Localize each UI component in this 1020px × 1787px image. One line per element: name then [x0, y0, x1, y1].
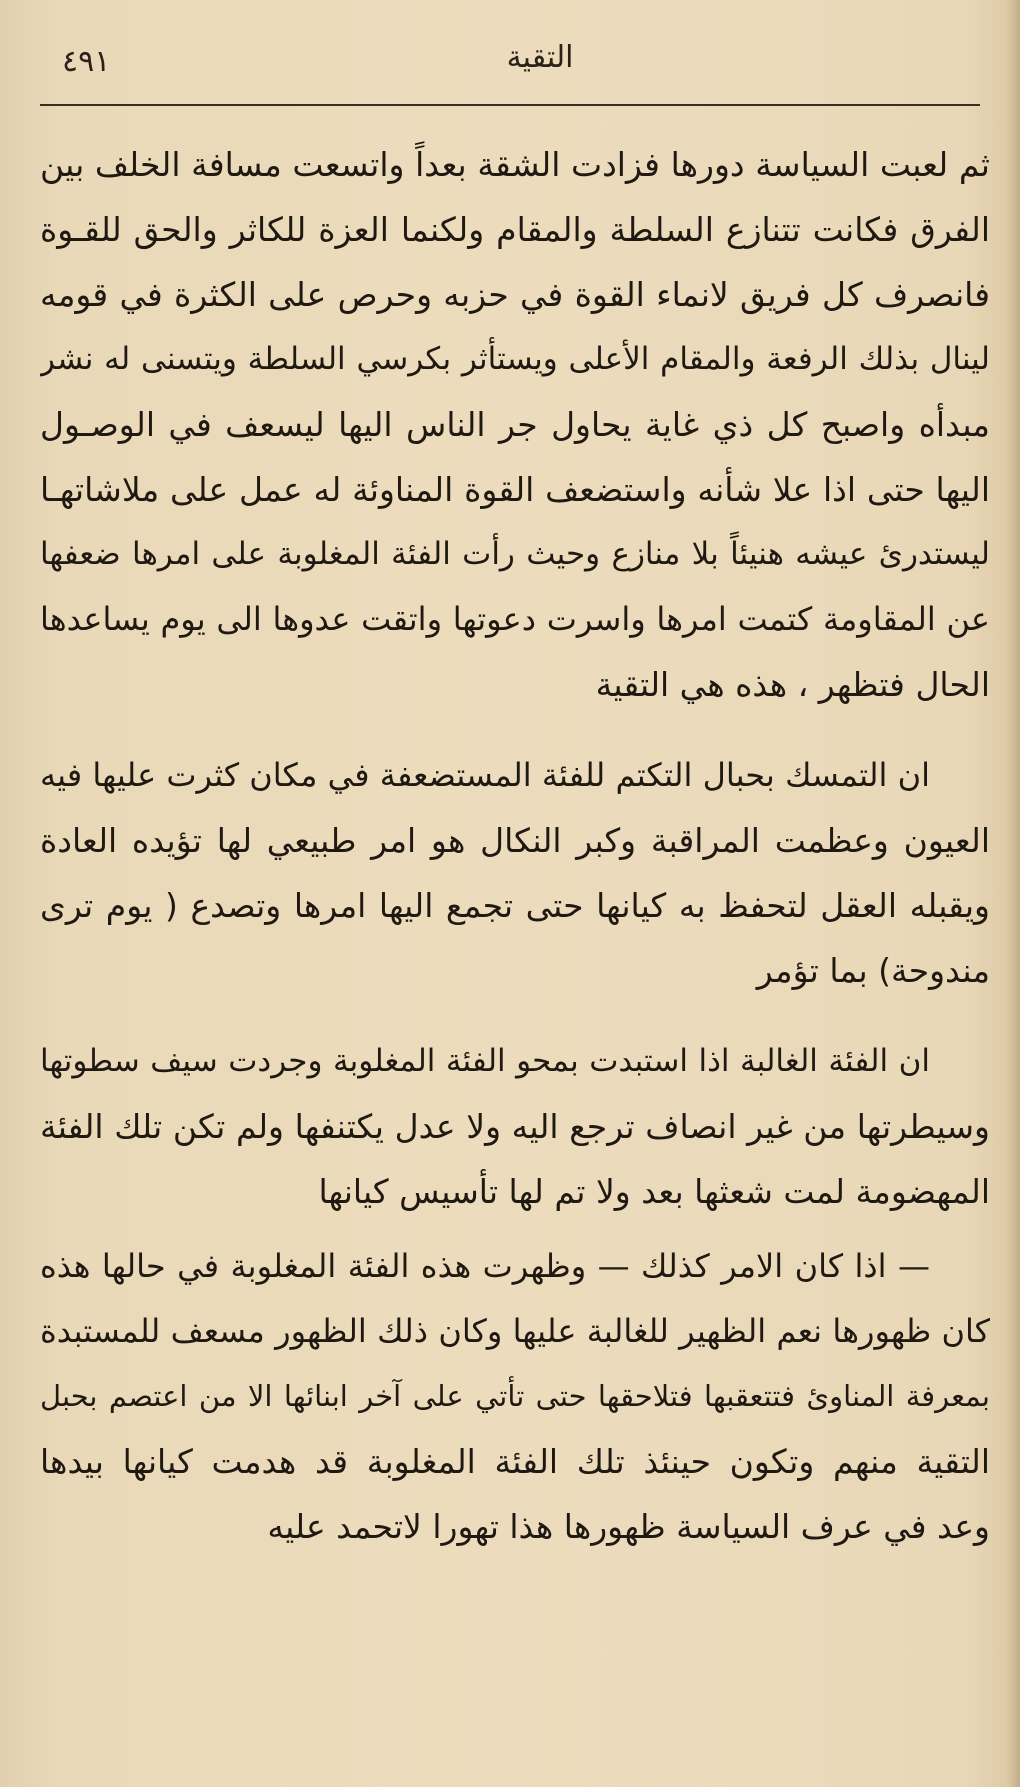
paragraph-3 [40, 1029, 990, 1224]
text-line: عن المقاومة كتمت امرها واسرت دعوتها واتقت عدوها الى يوم يساعدها [40, 600, 990, 638]
paragraph-gap [40, 1003, 990, 1029]
text-line: مندوحة) بما تؤمر [756, 951, 990, 990]
text-line: الحال فتظهر ، هذه هي التقية [595, 665, 990, 704]
text-line: بمعرفة المناوئ فتتعقبها فتلاحقها حتى تأتي على آخر ابنائها الا من اعتصم بحبل [40, 1379, 990, 1413]
text-line: المهضومة لمت شعثها بعد ولا تم لها تأسيس كيانها [318, 1172, 990, 1211]
text-line: ويقبله العقل لتحفظ به كيانها حتى تجمع اليها امرها وتصدع ( يوم ترى [40, 886, 990, 925]
page-edge-shadow [1006, 0, 1020, 1787]
header-rule [40, 104, 980, 106]
page-body [40, 132, 990, 1559]
text-line: — اذا كان الامر كذلك — وظهرت هذه الفئة المغلوبة في حالها هذه [40, 1247, 930, 1285]
text-line: ليستدرئ عيشه هنيئاً بلا منازع وحيث رأت الفئة المغلوبة على امرها ضعفها [40, 536, 990, 572]
text-line: مبدأه واصبح كل ذي غاية يحاول جر الناس اليها ليسعف في الوصـول [40, 405, 990, 444]
paragraph-gap [40, 1224, 990, 1234]
paragraph-4 [40, 1234, 990, 1559]
page-header [40, 30, 980, 100]
paragraph-2 [40, 743, 990, 1003]
text-line: وعد في عرف السياسة ظهورها هذا تهورا لاتحمد عليه [267, 1507, 990, 1546]
text-line: فانصرف كل فريق لانماء القوة في حزبه وحرص على الكثرة في قومه [40, 275, 990, 314]
text-line: ان الفئة الغالبة اذا استبدت بمحو الفئة المغلوبة وجردت سيف سطوتها [40, 1043, 930, 1079]
page-number: ٤٩١ [62, 44, 111, 79]
text-line: ان التمسك بحبال التكتم للفئة المستضعفة في مكان كثرت عليها فيه [40, 756, 930, 794]
text-line: لينال بذلك الرفعة والمقام الأعلى ويستأثر بكرسي السلطة ويتسنى له نشر [40, 341, 990, 377]
text-line: ثم لعبت السياسة دورها فزادت الشقة بعداً واتسعت مسافة الخلف بين [40, 145, 990, 184]
text-line: العيون وعظمت المراقبة وكبر النكال هو امر طبيعي لها تؤيده العادة [40, 821, 990, 860]
running-title: التقية [506, 40, 574, 75]
paragraph-gap [40, 717, 990, 743]
text-line: كان ظهورها نعم الظهير للغالبة عليها وكان ذلك الظهور مسعف للمستبدة [40, 1312, 990, 1350]
text-line: اليها حتى اذا علا شأنه واستضعف القوة المناوئة له عمل على ملاشاتهـا [40, 470, 990, 509]
text-line: التقية منهم وتكون حينئذ تلك الفئة المغلوبة قد هدمت كيانها بيدها [40, 1442, 990, 1481]
text-line: وسيطرتها من غير انصاف ترجع اليه ولا عدل يكتنفها ولم تكن تلك الفئة [40, 1107, 990, 1146]
text-line: الفرق فكانت تتنازع السلطة والمقام ولكنما العزة للكاثر والحق للقـوة [40, 210, 990, 249]
paragraph-1 [40, 132, 990, 717]
